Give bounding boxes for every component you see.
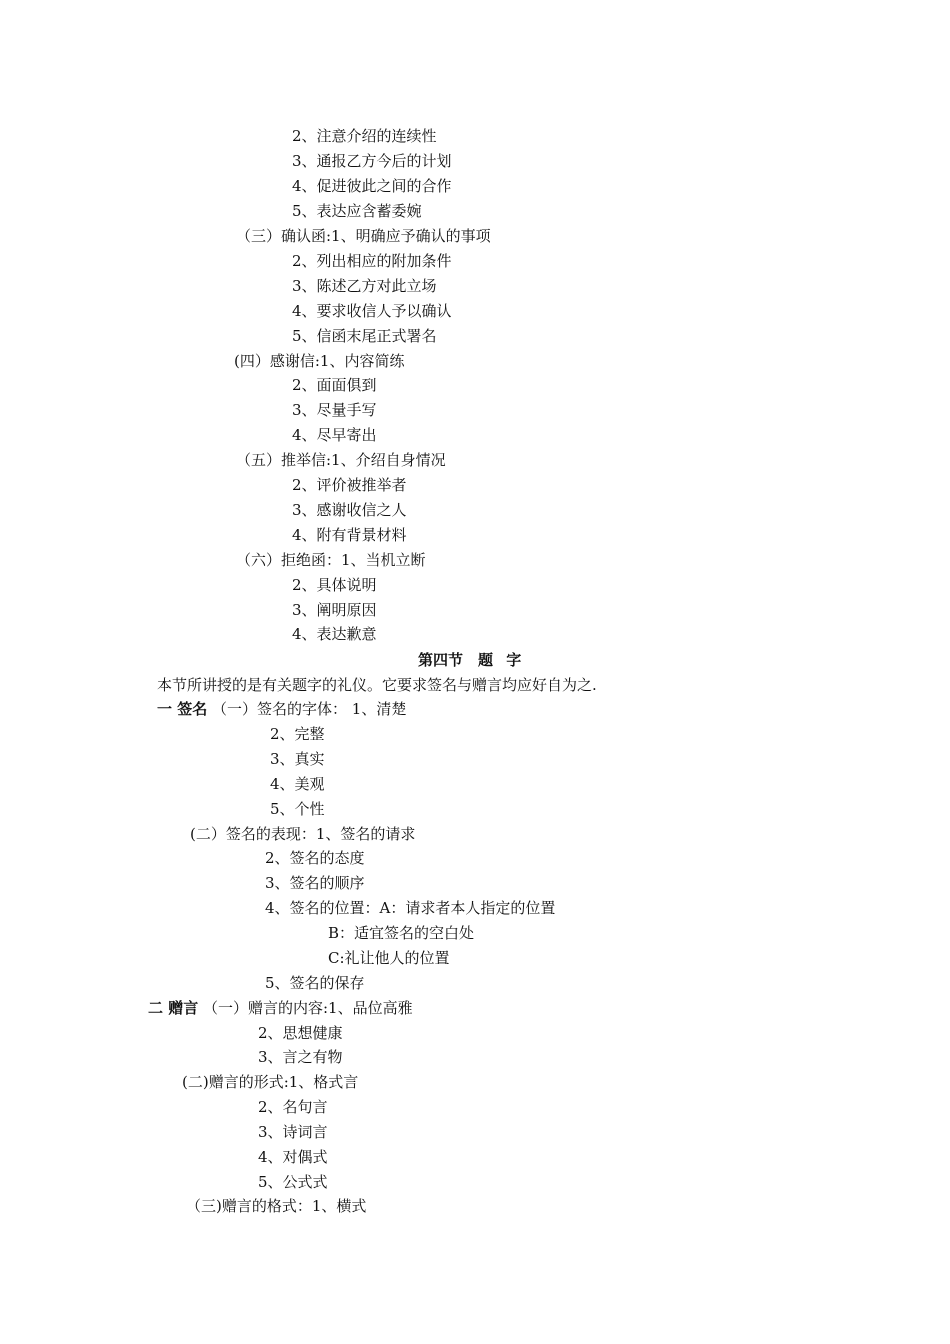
- line-text: B：适宜签名的空白处: [328, 924, 475, 942]
- line-text: 5、表达应含蓄委婉: [292, 202, 422, 220]
- text-line: [265, 873, 365, 893]
- text-line: [258, 1172, 328, 1192]
- text-line: [270, 724, 325, 744]
- line-text: 4、要求收信人予以确认: [292, 302, 452, 320]
- line-text: 3、真实: [270, 750, 325, 768]
- text-line: [292, 500, 407, 520]
- text-line: [292, 600, 377, 620]
- line-text: 5、个性: [270, 800, 325, 818]
- text-line: [182, 1072, 358, 1092]
- line-text: 4、签名的位置：A：请求者本人指定的位置: [265, 899, 556, 917]
- text-line: [292, 525, 407, 545]
- text-line: [292, 151, 452, 171]
- line-text: 4、促进彼此之间的合作: [292, 177, 452, 195]
- line-text: 3、言之有物: [258, 1048, 343, 1066]
- line-text: (二）签名的表现：1、签名的请求: [190, 825, 416, 843]
- text-line: [292, 126, 437, 146]
- line-text: 2、完整: [270, 725, 325, 743]
- text-line: [292, 624, 377, 644]
- line-text: （六）拒绝函：1、当机立断: [236, 551, 426, 569]
- line-text: 2、评价被推举者: [292, 476, 407, 494]
- section-title: [418, 650, 521, 670]
- text-line: [265, 898, 555, 918]
- text-line: [186, 1196, 366, 1216]
- line-text: （三）确认函:1、明确应予确认的事项: [236, 227, 491, 245]
- line-text: 3、诗词言: [258, 1123, 328, 1141]
- line-text: 4、对偶式: [258, 1148, 328, 1166]
- text-line: [258, 1047, 343, 1067]
- text-line: [292, 201, 422, 221]
- line-text: 4、美观: [270, 775, 325, 793]
- text-line: [236, 550, 426, 570]
- text-line: [292, 251, 452, 271]
- text-line: [265, 848, 365, 868]
- line-text: (二)赠言的形式:1、格式言: [182, 1073, 359, 1091]
- text-line: [234, 351, 404, 371]
- text-line: [292, 400, 377, 420]
- text-line: [270, 749, 325, 769]
- text-line: [258, 1147, 328, 1167]
- line-text: 2、签名的态度: [265, 849, 365, 867]
- text-line: [292, 301, 452, 321]
- line-text: 2、具体说明: [292, 576, 377, 594]
- text-line: [328, 948, 450, 968]
- line-text: （一）赠言的内容:1、品位高雅: [198, 999, 413, 1017]
- line-text: 3、尽量手写: [292, 401, 377, 419]
- heading-label: 二 赠言: [148, 999, 199, 1017]
- text-line: [258, 1023, 343, 1043]
- line-text: 2、思想健康: [258, 1024, 343, 1042]
- line-text: （五）推举信:1、介绍自身情况: [236, 451, 446, 469]
- line-text: （一）签名的字体： 1、清楚: [207, 700, 407, 718]
- text-line: [292, 326, 437, 346]
- line-text: 4、附有背景材料: [292, 526, 407, 544]
- line-text: 第四节 题 字: [418, 651, 522, 669]
- text-line: [258, 1097, 328, 1117]
- text-line: [328, 923, 474, 943]
- line-text: 5、公式式: [258, 1173, 328, 1191]
- line-text: 2、面面俱到: [292, 376, 377, 394]
- text-line: [292, 575, 377, 595]
- text-line: [270, 774, 325, 794]
- text-line: [258, 1122, 328, 1142]
- line-text: 2、名句言: [258, 1098, 328, 1116]
- text-line: [157, 675, 597, 695]
- text-line: [270, 799, 325, 819]
- line-text: 3、陈述乙方对此立场: [292, 277, 437, 295]
- text-line: [292, 276, 437, 296]
- text-line: [292, 475, 407, 495]
- text-line: [292, 375, 377, 395]
- line-text: 4、表达歉意: [292, 625, 377, 643]
- text-line: [292, 176, 452, 196]
- line-text: （三)赠言的格式：1、横式: [186, 1197, 367, 1215]
- text-line: [265, 973, 365, 993]
- text-line: [157, 699, 406, 719]
- text-line: [190, 824, 415, 844]
- line-text: 3、签名的顺序: [265, 874, 365, 892]
- text-line: [236, 450, 446, 470]
- line-text: 5、签名的保存: [265, 974, 365, 992]
- line-text: 5、信函末尾正式署名: [292, 327, 437, 345]
- text-line: [148, 998, 413, 1018]
- line-text: (四）感谢信:1、内容简练: [234, 352, 405, 370]
- line-text: 2、注意介绍的连续性: [292, 127, 437, 145]
- line-text: 本节所讲授的是有关题字的礼仪。它要求签名与赠言均应好自为之.: [157, 676, 597, 694]
- line-text: C:礼让他人的位置: [328, 949, 450, 967]
- heading-label: 一 签名: [157, 700, 208, 718]
- line-text: 3、阐明原因: [292, 601, 377, 619]
- text-line: [292, 425, 377, 445]
- line-text: 4、尽早寄出: [292, 426, 377, 444]
- text-line: [236, 226, 491, 246]
- line-text: 3、感谢收信之人: [292, 501, 407, 519]
- line-text: 3、通报乙方今后的计划: [292, 152, 452, 170]
- line-text: 2、列出相应的附加条件: [292, 252, 452, 270]
